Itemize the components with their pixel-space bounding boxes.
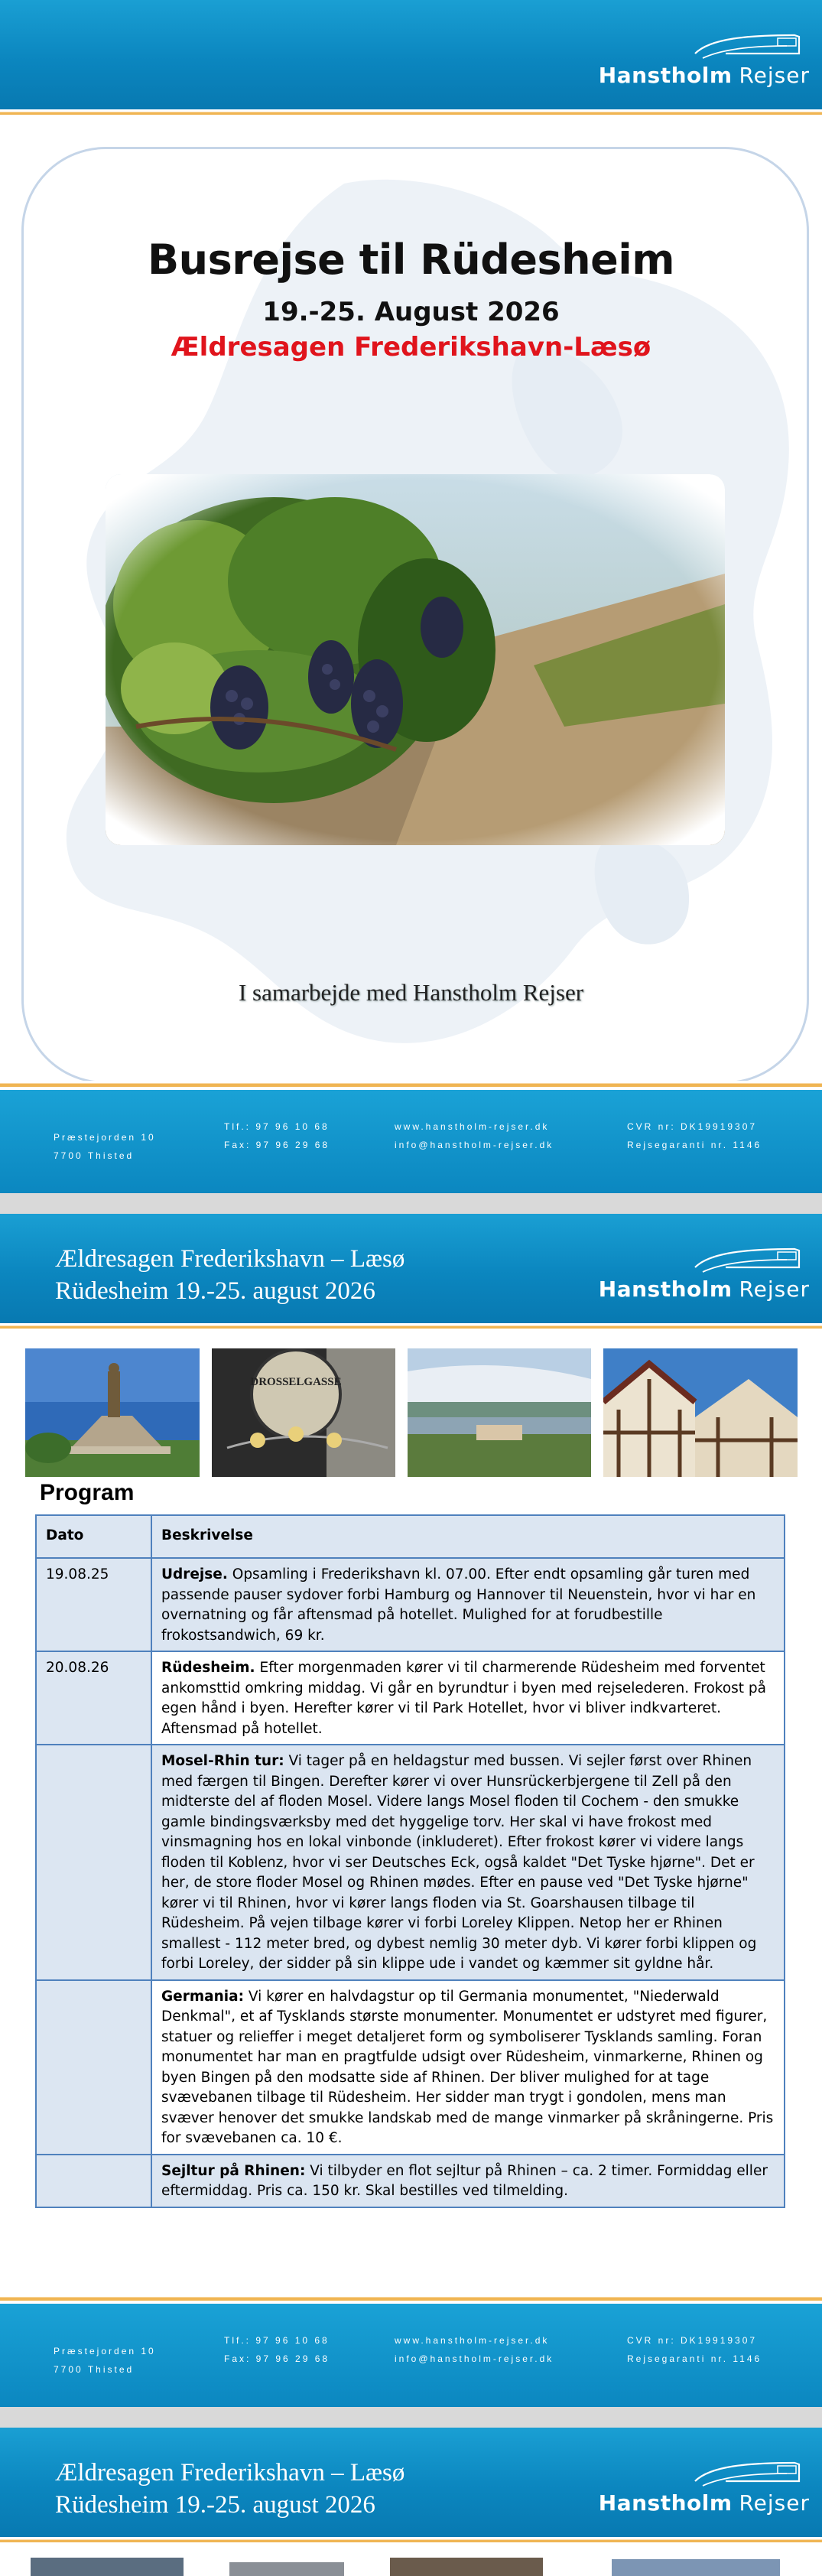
row-date: [36, 1745, 151, 1980]
footer-phone-block: [224, 1117, 330, 1154]
bus-logo-icon: [680, 1244, 802, 1275]
row-text: Vi tager på en heldagstur med bussen. Vi sejler først over Rhinen med færgen til Bingen. Derefter kører vi over Hunsrückerbjergene til Zell på den midterste del af floden Mosel. Videre langs Mosel floden til Cochem - den smukke gamle bindingsværksby med det hyggelige torv. Her skal vi have frokost med vinsmagning hos en lokal vinbonde (inkluderet). Efter frokost kører vi videre langs floden til Koblenz, hvor vi ser Deutsches Eck, også kaldet "Det Tyske hjørne". Det er her, de store floder Mosel og Rhinen mødes. Efter en pause ved "Det Tyske hjørne" kører vi til Rhinen, hvor vi kører langs floden via St. Goarshausen tilbage til Rüdesheim. På vejen tilbage kører vi forbi Loreley Klippen. Netop her er Rhinen smallest - 112 meter bred, og dybest nemlig 30 meter dyb. Vi kører forbi klippen og forbi Loreley, der sidder på sin klippe ude i vandet og kæmmer sit gyldne hår.: [161, 1753, 757, 1972]
row-title: Germania:: [161, 1988, 245, 2005]
logo-word-1: Hanstholm: [598, 2490, 733, 2516]
logo-word-1: Hanstholm: [598, 63, 733, 88]
photo-thumb: [612, 2559, 780, 2576]
footer-contact-block: [395, 1117, 554, 1154]
footer-guarantee: Rejsegaranti nr. 1146: [627, 1140, 762, 1150]
footer-cvr: CVR nr: DK19919307: [627, 1121, 758, 1132]
footer-address-line1: Præstejorden 10: [54, 2346, 156, 2356]
row-text: Efter morgenmaden kører vi til charmerende Rüdesheim med forventet ankomsttid omkring middag. Vi går en byrundtur i byen med rejselederen. Frokost på egen hånd i byen. Herefter kører vi til Park Hotellet, hvor vi bliver indkvarteret. Aftensmad på hotellet.: [161, 1660, 767, 1737]
footer-address-line1: Præstejorden 10: [54, 1132, 156, 1143]
logo-word-2: Rejser: [739, 1277, 810, 1302]
bus-logo-icon: [680, 31, 802, 61]
drosselgasse-sign-photo: [212, 1348, 395, 1477]
footer-fax: Fax: 97 96 29 68: [224, 1140, 330, 1150]
table-header-row: [36, 1515, 785, 1558]
program-page: [0, 1214, 822, 2407]
row-title: Udrejse.: [161, 1566, 228, 1582]
photo-thumb: [390, 2558, 543, 2576]
photo-thumb: [31, 2558, 184, 2576]
cover-title: Busrejse til Rüdesheim: [148, 236, 674, 284]
footer-band: [0, 2304, 822, 2407]
row-date: [36, 1980, 151, 2155]
hanstholm-logo: [596, 2458, 810, 2516]
vineyard-grapes-photo: [106, 474, 725, 845]
footer-address-line2: 7700 Thisted: [54, 2364, 135, 2375]
footer-phone-block: [224, 2331, 330, 2368]
collaboration-text: I samarbejde med Hanstholm Rejser: [238, 979, 584, 1006]
footer-address-line2: 7700 Thisted: [54, 1150, 135, 1161]
logo-word-2: Rejser: [739, 63, 810, 88]
header-title: [55, 2457, 405, 2521]
row-date: [36, 2155, 151, 2207]
rhine-view-photo: [408, 1348, 591, 1477]
logo-word-2: Rejser: [739, 2490, 810, 2516]
row-description: [151, 2155, 785, 2207]
table-row: [36, 1980, 785, 2155]
footer-phone: Tlf.: 97 96 10 68: [224, 2335, 330, 2346]
row-text: Vi tilbyder en flot sejltur på Rhinen – ca. 2 timer. Formiddag eller eftermiddag. Pris ca. 150 kr. Skal bestilles ved tilmelding.: [161, 2162, 768, 2199]
table-row: [36, 1745, 785, 1980]
hanstholm-logo: [596, 1244, 810, 1302]
footer-web-link[interactable]: www.hanstholm-rejser.dk: [395, 2335, 550, 2346]
hanstholm-logo: [596, 31, 810, 88]
row-description: [151, 1558, 785, 1651]
row-title: Rüdesheim.: [161, 1660, 255, 1676]
column-header-date: Dato: [36, 1515, 151, 1558]
header-line2: Rüdesheim 19.-25. august 2026: [55, 1277, 375, 1305]
header-title: [55, 1243, 405, 1307]
photo-strip-partial: [31, 2558, 795, 2576]
footer-company-block: [627, 1117, 762, 1154]
table-row: [36, 1558, 785, 1651]
bus-logo-icon: [680, 2458, 802, 2489]
footer-address: [54, 2342, 156, 2379]
row-date: 19.08.25: [36, 1558, 151, 1651]
photo-thumb: [229, 2562, 344, 2576]
program-heading: Program: [40, 1480, 135, 1505]
row-text: Opsamling i Frederikshavn kl. 07.00. Efter endt opsamling går turen med passende pauser sydover forbi Hamburg og Hannover til Neuenstein, hvor vi har en overnatning og får aftensmad på hotellet. Mulighed for at forudbestille frokostsandwich, 69 kr.: [161, 1566, 756, 1644]
row-title: Mosel-Rhin tur:: [161, 1753, 284, 1769]
next-page: [0, 2428, 822, 2576]
footer-address: [54, 1128, 156, 1165]
footer-stripe: [0, 2295, 822, 2304]
row-date: 20.08.26: [36, 1651, 151, 1745]
column-header-description: Beskrivelse: [151, 1515, 785, 1558]
table-row: [36, 2155, 785, 2207]
footer-stripe: [0, 1081, 822, 1090]
table-row: [36, 1651, 785, 1745]
row-description: [151, 1980, 785, 2155]
header-line2: Rüdesheim 19.-25. august 2026: [55, 2491, 375, 2519]
cover-organizer: Ældresagen Frederikshavn-Læsø: [171, 332, 651, 363]
footer-contact-block: [395, 2331, 554, 2368]
row-description: [151, 1745, 785, 1980]
cover-dates: 19.-25. August 2026: [262, 297, 560, 327]
footer-cvr: CVR nr: DK19919307: [627, 2335, 758, 2346]
footer-company-block: [627, 2331, 762, 2368]
cover-page: [0, 0, 822, 1193]
footer-phone: Tlf.: 97 96 10 68: [224, 1121, 330, 1132]
header-stripe: [0, 109, 822, 117]
row-text: Vi kører en halvdagstur op til Germania monumentet, "Niederwald Denkmal", et af Tysklands største monumenter. Monumentet er udstyret med figurer, statuer og relieffer i meget detaljeret form og symboliserer Tysklands samling. Foran monumentet har man en pragtfulde udsigt over Rüdesheim, vinmarkerne, Rhinen og byen Bingen på den modsatte side af Rhinen. Der bliver mulighed for at tage svævebanen tilbage til Rüdesheim. Her sidder man trygt i gondolen, mens man svæver henover det smukke landskab med de mange vinmarker på skråningerne. Pris for svævebanen ca. 10 €.: [161, 1988, 774, 2146]
header-line1: Ældresagen Frederikshavn – Læsø: [55, 1245, 405, 1273]
row-description: [151, 1651, 785, 1745]
header-stripe: [0, 1323, 822, 1331]
half-timbered-houses-photo: [603, 1348, 798, 1477]
footer-web-link[interactable]: www.hanstholm-rejser.dk: [395, 1121, 550, 1132]
row-title: Sejltur på Rhinen:: [161, 2162, 306, 2179]
footer-guarantee: Rejsegaranti nr. 1146: [627, 2353, 762, 2364]
footer-fax: Fax: 97 96 29 68: [224, 2353, 330, 2364]
photo-strip: [25, 1348, 798, 1477]
footer-email-link[interactable]: info@hanstholm-rejser.dk: [395, 2353, 554, 2364]
logo-word-1: Hanstholm: [598, 1277, 733, 1302]
drosselgasse-sign-text: DROSSELGASSE: [250, 1376, 342, 1388]
header-stripe: [0, 2537, 822, 2545]
header-line1: Ældresagen Frederikshavn – Læsø: [55, 2459, 405, 2487]
niederwald-monument-photo: [25, 1348, 200, 1477]
footer-band: [0, 1090, 822, 1193]
footer-email-link[interactable]: info@hanstholm-rejser.dk: [395, 1140, 554, 1150]
program-table: [35, 1514, 785, 2208]
